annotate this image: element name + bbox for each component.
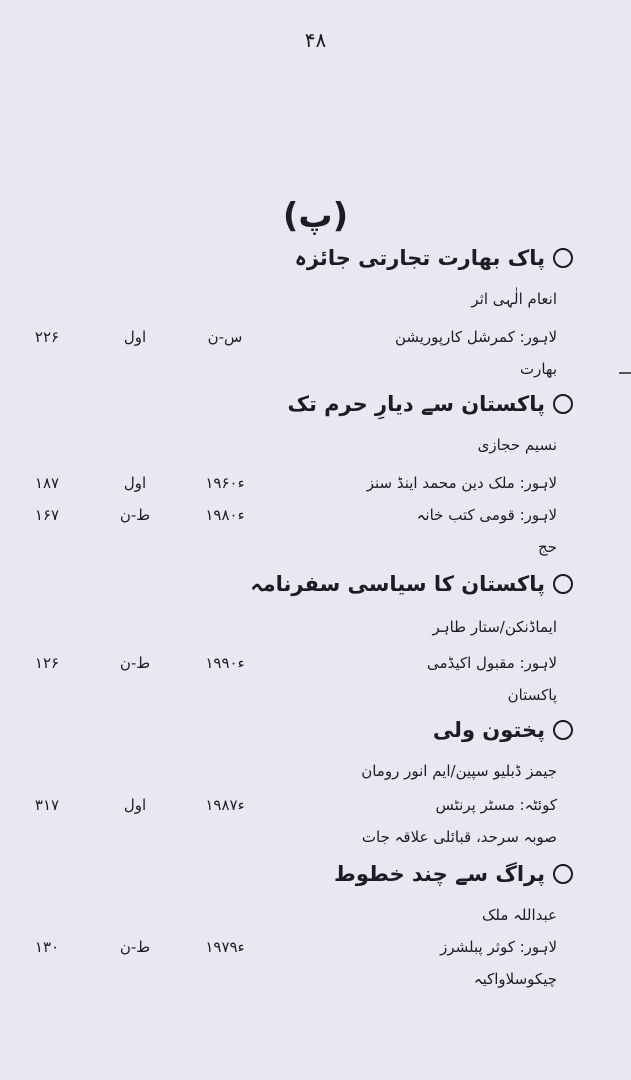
- entry-title-row: [295, 246, 573, 270]
- entry-title: پراگ سے چند خطوط: [334, 862, 545, 886]
- entry-edition: ط-ن: [119, 938, 151, 956]
- entry-edition-2: ط-ن: [119, 506, 151, 524]
- entry-edition: ط-ن: [119, 654, 151, 672]
- entry-pages: ۲۲۶: [34, 328, 60, 346]
- entry-year: س-ن: [207, 328, 243, 346]
- page-number: ۴۸: [304, 28, 327, 52]
- entry-publisher: کوئٹہ: مسٹر پرنٹس: [435, 796, 557, 814]
- entry-year: ۱۹۷۹ء: [205, 938, 245, 956]
- entry-subject: صوبہ سرحد، قبائلی علاقہ جات: [361, 828, 557, 846]
- entry-subject: بھارت: [519, 360, 557, 378]
- entry-pages: ۱۲۶: [34, 654, 60, 672]
- entry-publisher: لاہور: کمرشل کارپوریشن: [394, 328, 557, 346]
- entry-subject: حج: [538, 538, 557, 556]
- entry-year-2: ۱۹۸۰ء: [205, 506, 245, 524]
- entry-subject: چیکوسلاواکیہ: [473, 970, 557, 988]
- entry-title-row: [334, 862, 573, 886]
- entry-year: ۱۹۶۰ء: [205, 474, 245, 492]
- margin-mark: [619, 372, 631, 374]
- entry-title: پاک بھارت تجارتی جائزہ: [294, 246, 545, 270]
- circle-bullet-icon: [553, 720, 573, 740]
- entry-author: ایماڈنکن/ستار طاہر: [432, 618, 557, 636]
- entry-year: ۱۹۸۷ء: [205, 796, 245, 814]
- entry-title-row: [250, 572, 573, 596]
- entry-title: پختون ولی: [432, 718, 545, 742]
- entry-edition: اول: [123, 796, 147, 814]
- circle-bullet-icon: [553, 394, 573, 414]
- entry-author: جیمز ڈبلیو سپین/ایم انور رومان: [361, 762, 557, 780]
- entry-edition: اول: [123, 474, 147, 492]
- entry-pages: ۱۸۷: [34, 474, 60, 492]
- section-heading: (پ): [282, 196, 349, 236]
- entry-publisher: لاہور: ملک دین محمد اینڈ سنز: [366, 474, 557, 492]
- entry-title-row: [287, 392, 573, 416]
- entry-publisher-2: لاہور: قومی کتب خانہ: [416, 506, 557, 524]
- entry-title: پاکستان کا سیاسی سفرنامہ: [250, 572, 545, 596]
- circle-bullet-icon: [553, 574, 573, 594]
- entry-publisher: لاہور: کوثر پبلشرز: [440, 938, 557, 956]
- entry-title: پاکستان سے دیارِ حرم تک: [287, 392, 545, 416]
- entry-publisher: لاہور: مقبول اکیڈمی: [427, 654, 557, 672]
- entry-author: عبداللہ ملک: [481, 906, 557, 924]
- entry-edition: اول: [123, 328, 147, 346]
- entry-author: انعام الٰہی اثر: [471, 290, 557, 308]
- entry-pages: ۱۳۰: [34, 938, 60, 956]
- entry-year: ۱۹۹۰ء: [205, 654, 245, 672]
- entry-author: نسیم حجازی: [477, 436, 557, 454]
- entry-pages: ۳۱۷: [34, 796, 60, 814]
- circle-bullet-icon: [553, 248, 573, 268]
- entry-title-row: [433, 718, 573, 742]
- entry-subject: پاکستان: [507, 686, 557, 704]
- entry-pages-2: ۱۶۷: [34, 506, 60, 524]
- circle-bullet-icon: [553, 864, 573, 884]
